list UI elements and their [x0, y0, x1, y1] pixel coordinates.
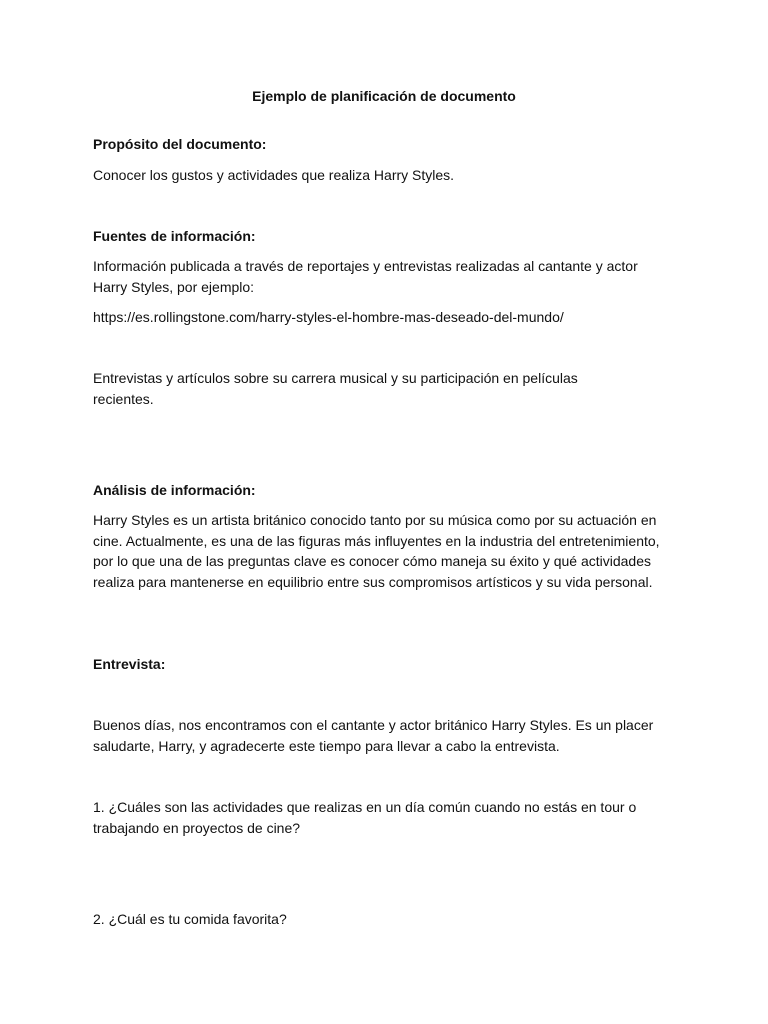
source-link: https://es.rollingstone.com/harry-styles-el-hombre-mas-deseado-del-mundo/ — [93, 309, 564, 325]
document-title: Ejemplo de planificación de documento — [252, 88, 516, 104]
interview-heading: Entrevista: — [93, 656, 166, 672]
purpose-text: Conocer los gustos y actividades que realiza Harry Styles. — [93, 167, 455, 183]
interview-question: 2. ¿Cuál es tu comida favorita? — [93, 911, 287, 927]
sources-heading: Fuentes de información: — [93, 228, 256, 244]
sources-paragraph: Información publicada a través de reportajes y entrevistas realizadas al cantante y actor Harry Styles, por ejemplo: — [93, 258, 638, 295]
analysis-heading: Análisis de información: — [93, 482, 256, 498]
analysis-text: Harry Styles es un artista británico conocido tanto por su música como por su actuación en cine. Actualmente, es una de las figuras más influyentes en la industria del entretenimiento, por lo que una de las preguntas clave es conocer cómo maneja su éxito y qué actividades realiza para mantenerse en equilibrio entre sus compromisos artísticos y su vida personal. — [93, 512, 660, 590]
interview-intro: Buenos días, nos encontramos con el cantante y actor británico Harry Styles. Es un placer saludarte, Harry, y agradecerte este tiempo para llevar a cabo la entrevista. — [93, 717, 654, 754]
purpose-heading: Propósito del documento: — [93, 136, 267, 152]
sources-extra: Entrevistas y artículos sobre su carrera musical y su participación en películas recientes. — [93, 370, 578, 407]
interview-question: 1. ¿Cuáles son las actividades que realizas en un día común cuando no estás en tour o trabajando en proyectos de cine? — [93, 799, 637, 836]
